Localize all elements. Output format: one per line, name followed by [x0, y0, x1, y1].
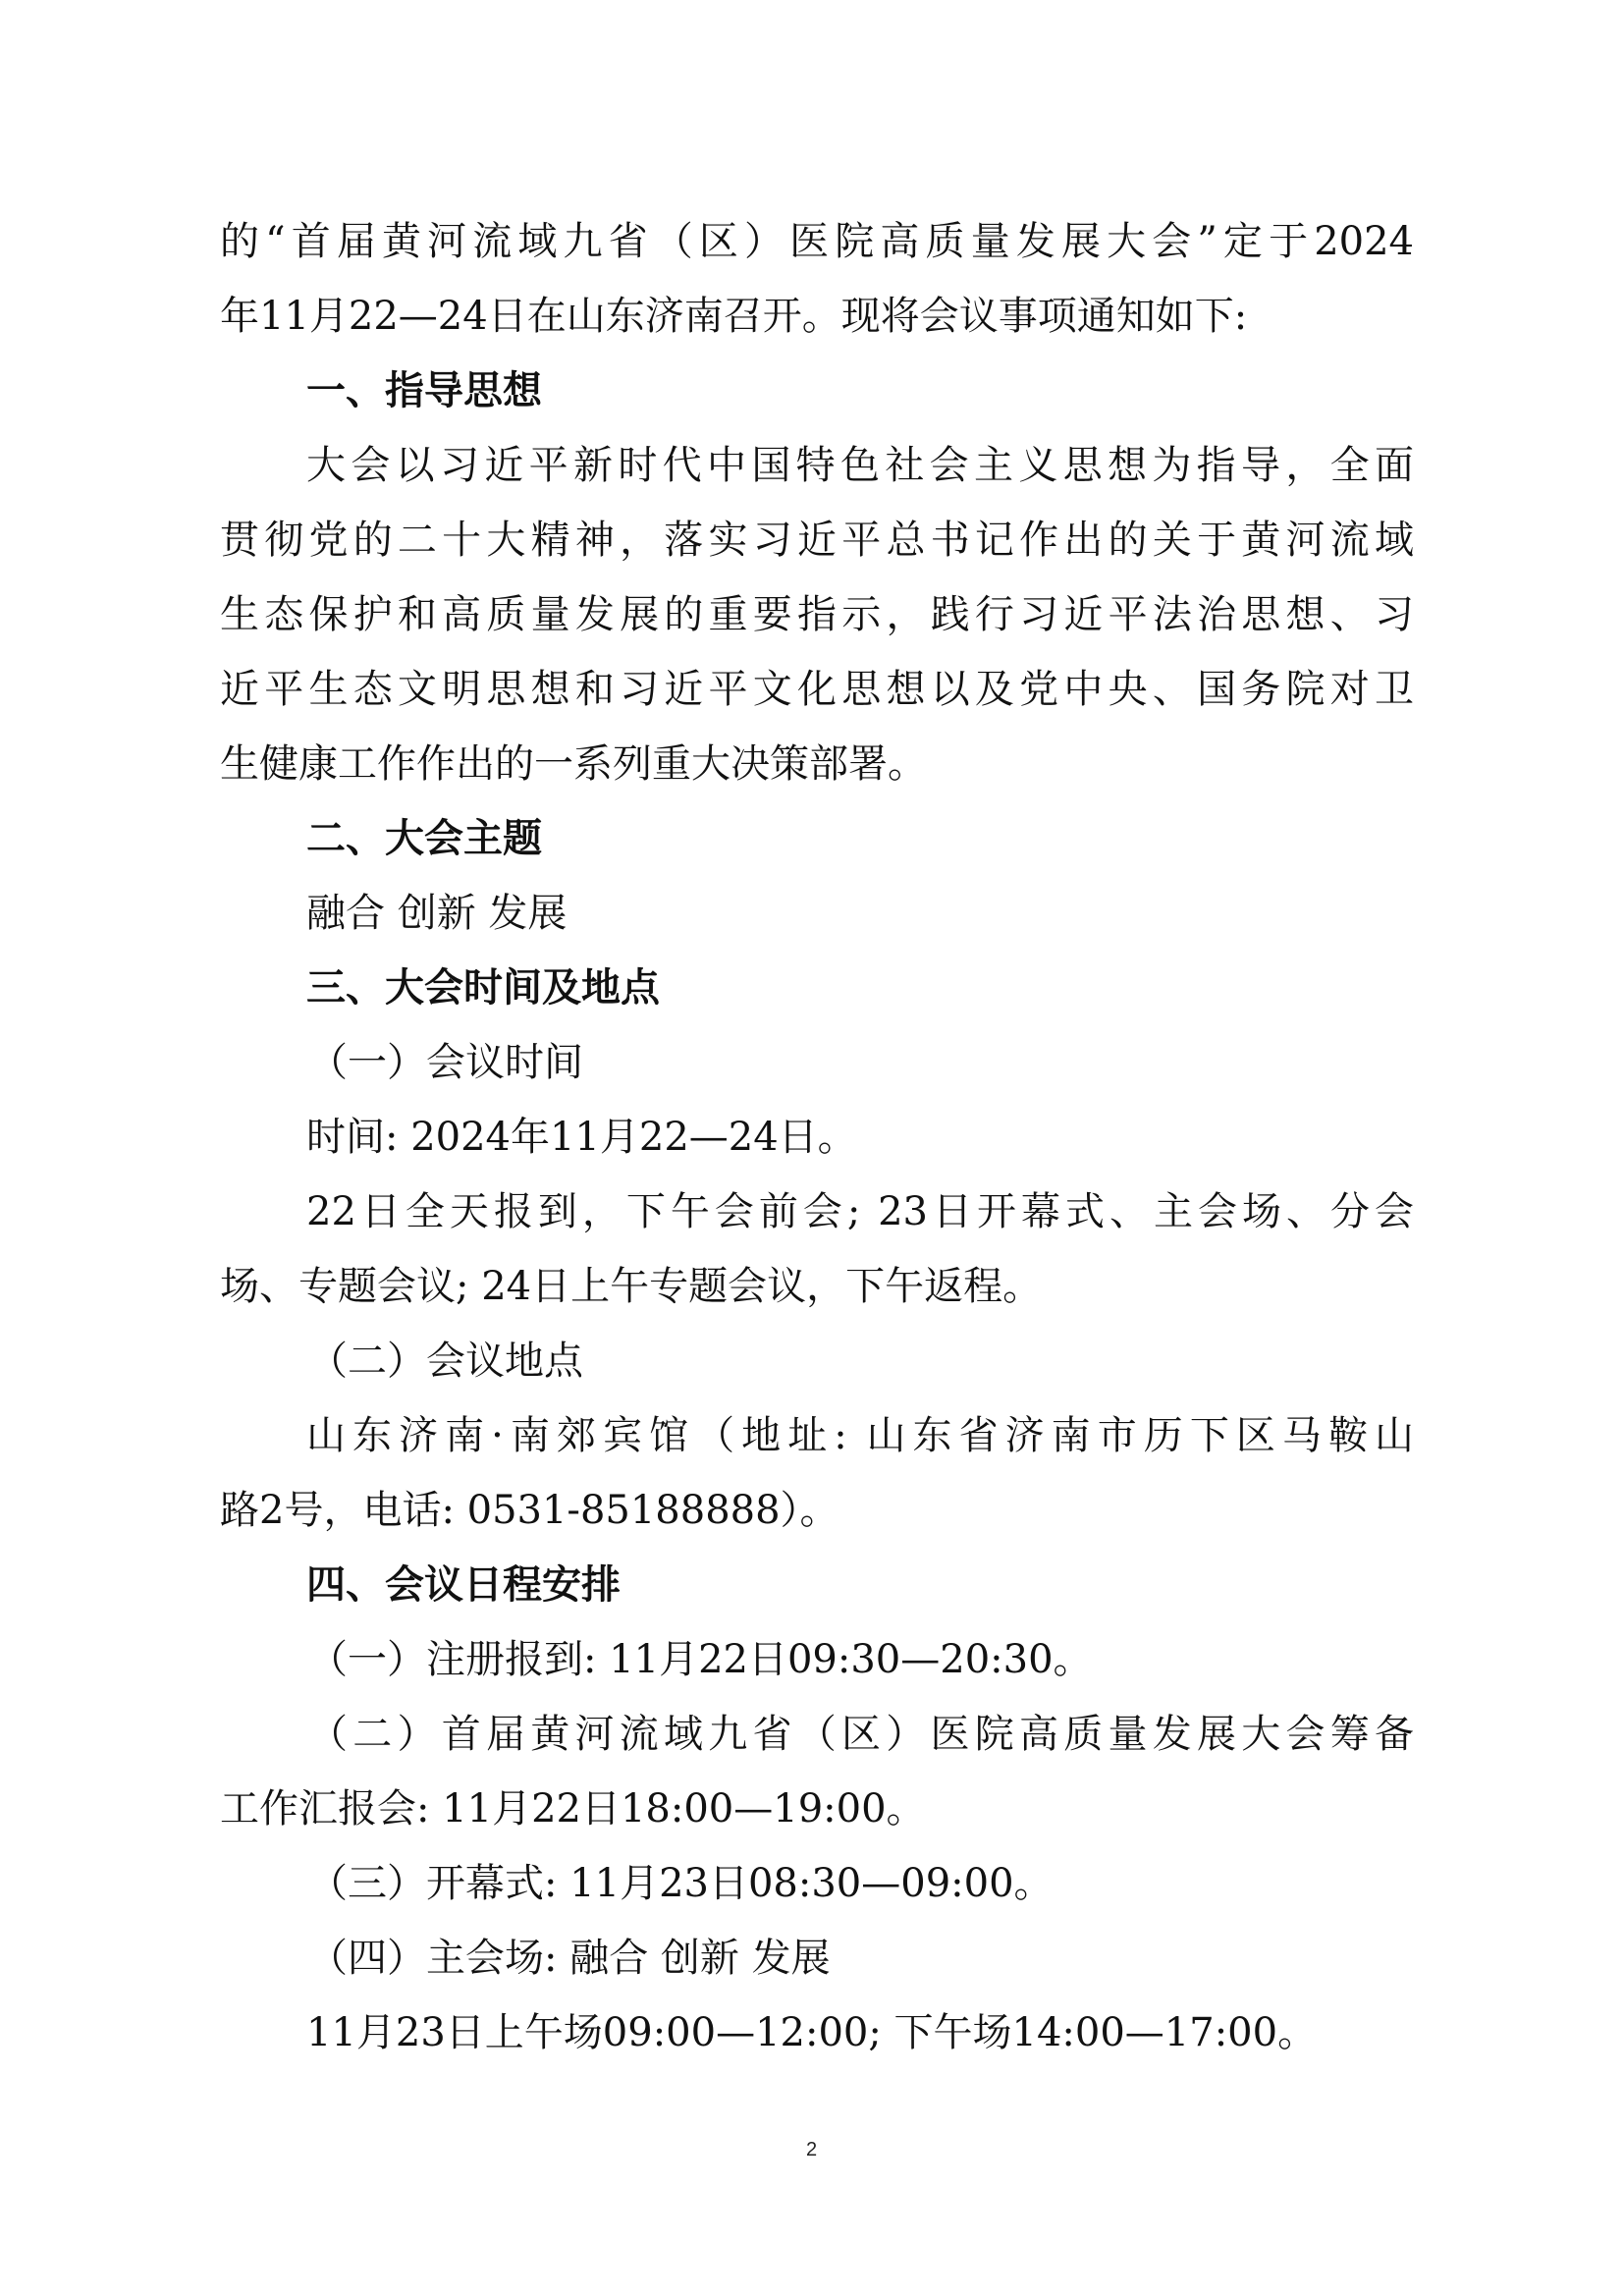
schedule-item: （二）首届黄河流域九省（区）医院高质量发展大会筹备 — [308, 1712, 1414, 1757]
paragraph-line: 年11月22—24日在山东济南召开。现将会议事项通知如下: — [220, 294, 1248, 339]
paragraph-line: 场、专题会议; 24日上午专题会议，下午返程。 — [220, 1264, 1043, 1309]
section-heading: 一、指导思想 — [306, 368, 542, 413]
subsection-heading: （二）会议地点 — [308, 1339, 583, 1384]
schedule-item: （四）主会场: 融合 创新 发展 — [308, 1936, 831, 1981]
paragraph-line: 22日全天报到，下午会前会; 23日开幕式、主会场、分会 — [306, 1189, 1414, 1234]
section-heading: 二、大会主题 — [306, 816, 542, 861]
section-heading: 四、会议日程安排 — [306, 1562, 621, 1608]
paragraph-line: 时间: 2024年11月22—24日。 — [306, 1115, 857, 1160]
document-body — [220, 204, 1414, 2070]
paragraph-line: 近平生态文明思想和习近平文化思想以及党中央、国务院对卫 — [220, 667, 1414, 712]
page-number: 2 — [805, 2139, 818, 2160]
schedule-item: （一）注册报到: 11月22日09:30—20:30。 — [308, 1637, 1093, 1682]
paragraph-line: 的“首届黄河流域九省（区）医院高质量发展大会”定于2024 — [220, 219, 1414, 264]
subsection-heading: （一）会议时间 — [308, 1040, 583, 1085]
paragraph-line: 路2号，电话: 0531-85188888）。 — [220, 1488, 839, 1533]
schedule-item: （三）开幕式: 11月23日08:30—09:00。 — [308, 1861, 1054, 1906]
paragraph-line: 生态保护和高质量发展的重要指示，践行习近平法治思想、习 — [220, 592, 1414, 637]
paragraph-line: 11月23日上午场09:00—12:00; 下午场14:00—17:00。 — [306, 2010, 1318, 2055]
paragraph-line: 山东济南·南郊宾馆（地址: 山东省济南市历下区马鞍山 — [306, 1413, 1414, 1458]
section-heading: 三、大会时间及地点 — [306, 965, 660, 1011]
paragraph-line: 工作汇报会: 11月22日18:00—19:00。 — [220, 1786, 926, 1831]
paragraph-line: 大会以习近平新时代中国特色社会主义思想为指导，全面 — [306, 443, 1414, 488]
paragraph-line: 生健康工作作出的一系列重大决策部署。 — [220, 741, 927, 787]
paragraph-line: 贯彻党的二十大精神，落实习近平总书记作出的关于黄河流域 — [220, 518, 1414, 563]
theme-text: 融合 创新 发展 — [306, 891, 568, 936]
